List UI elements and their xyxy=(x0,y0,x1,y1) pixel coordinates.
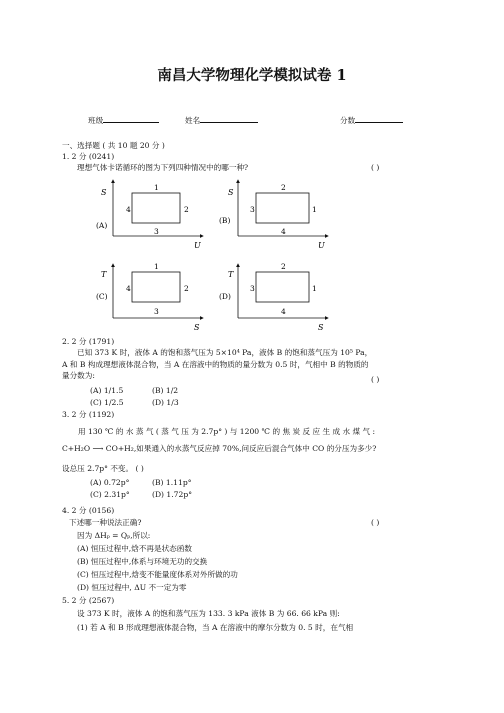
diagram-a-y-axis: S xyxy=(101,188,107,197)
diagram-b-edge-left: 3 xyxy=(250,205,255,214)
q2-option-b: (B) 1/2 xyxy=(152,386,179,395)
q2-option-d: (D) 1/3 xyxy=(152,398,179,407)
name-field xyxy=(185,114,258,126)
diagram-d-label: (D) xyxy=(219,292,231,301)
diagram-a-edge-right: 2 xyxy=(184,205,189,214)
diagram-d-edge-left: 3 xyxy=(250,284,255,293)
q4-answer-paren: ( ) xyxy=(371,518,380,527)
q3-option-a: (A) 0.72p° xyxy=(90,478,130,487)
q4-text: 下述哪一种说法正确? xyxy=(69,518,142,527)
q3-line2: C+H₂O ⟶ CO+H₂,如果通入的水蒸气反应掉 70%,问反应后混合气体中 CO 的分压为多少? xyxy=(62,444,377,453)
diagram-c-edge-top: 1 xyxy=(154,262,159,271)
q3-line3: 设总压 2.7p° 不变。 ( ) xyxy=(62,464,144,473)
name-label: 姓名 xyxy=(185,116,201,125)
diagram-c-x-axis: S xyxy=(194,323,200,332)
q2-line2: A 和 B 构成理想液体混合物，当 A 在溶液中的物质的量分数为 0.5 时，气相中 B 的物质的 xyxy=(62,360,369,369)
q1-diagrams xyxy=(88,176,348,336)
q3-option-d: (D) 1.72p° xyxy=(152,490,192,499)
diagram-d-edge-right: 1 xyxy=(312,284,317,293)
q5-line2: (1) 若 A 和 B 形成理想液体混合物，当 A 在溶液中的摩尔分数为 0. 5 时，在气相 xyxy=(77,623,354,632)
q2-answer-paren: ( ) xyxy=(371,375,380,384)
diagram-d-edge-bottom: 4 xyxy=(281,307,286,316)
diagram-c-y-axis: T xyxy=(101,270,107,279)
diagram-a-edge-bottom: 3 xyxy=(154,227,159,236)
q4-option-a: (A) 恒压过程中,焓不再是状态函数 xyxy=(77,544,192,553)
q4-option-d: (D) 恒压过程中, ΔU 不一定为零 xyxy=(77,583,187,592)
diagram-b-label: (B) xyxy=(219,216,231,225)
section-heading: 一、选择题 ( 共 10 题 20 分 ) xyxy=(62,141,165,150)
q2-heading: 2. 2 分 (1791) xyxy=(62,337,115,346)
diagram-c xyxy=(96,262,203,332)
class-field xyxy=(88,114,159,126)
q1-text: 理想气体卡诺循环的图为下列四种情况中的哪一种? xyxy=(77,163,249,172)
diagram-b-edge-right: 1 xyxy=(312,205,317,214)
score-field xyxy=(340,114,403,126)
diagram-c-edge-left: 4 xyxy=(126,284,131,293)
q1-answer-paren: ( ) xyxy=(371,163,380,172)
diagram-a-edge-top: 1 xyxy=(154,183,159,192)
score-blank xyxy=(355,114,403,123)
class-label: 班级 xyxy=(88,116,104,125)
q3-option-b: (B) 1.11p° xyxy=(152,478,192,487)
diagram-b-y-axis: S xyxy=(228,188,234,197)
page-title: 南昌大学物理化学模拟试卷 1 xyxy=(157,67,347,84)
q4-line2: 因为 ΔHₚ = Qₚ,所以: xyxy=(77,531,151,540)
q2-option-a: (A) 1/1.5 xyxy=(90,386,124,395)
diagram-d xyxy=(219,262,328,332)
diagram-c-edge-right: 2 xyxy=(184,284,189,293)
diagram-a-label: (A) xyxy=(96,221,108,230)
diagram-d-y-axis: T xyxy=(228,270,234,279)
q4-option-c: (C) 恒压过程中,焓变不能量度体系对外所做的功 xyxy=(77,570,238,579)
diagram-c-label: (C) xyxy=(96,292,108,301)
q2-line1: 已知 373 K 时，液体 A 的饱和蒸气压为 5×10⁴ Pa，液体 B 的饱和蒸气压为 10⁵ Pa， xyxy=(77,348,373,357)
q5-line1: 设 373 K 时，液体 A 的饱和蒸气压为 133. 3 kPa 液体 B 为 66. 66 kPa 则: xyxy=(77,609,340,618)
class-blank xyxy=(103,114,159,123)
diagram-b-edge-top: 2 xyxy=(281,183,286,192)
diagram-a-x-axis: U xyxy=(194,241,201,250)
diagram-a-edge-left: 4 xyxy=(126,205,131,214)
q3-option-c: (C) 2.31p° xyxy=(90,490,130,499)
q1-heading: 1. 2 分 (0241) xyxy=(62,152,115,161)
diagram-b xyxy=(219,180,328,250)
diagram-c-edge-bottom: 3 xyxy=(154,307,159,316)
q4-option-b: (B) 恒压过程中,体系与环境无功的交换 xyxy=(77,557,208,566)
q2-option-c: (C) 1/2.5 xyxy=(90,398,124,407)
q5-heading: 5. 2 分 (2567) xyxy=(62,596,115,605)
q2-line3: 量分数为: xyxy=(62,371,95,380)
name-blank xyxy=(200,114,258,123)
q4-heading: 4. 2 分 (0156) xyxy=(62,506,115,515)
diagram-d-x-axis: S xyxy=(318,323,324,332)
diagram-d-edge-top: 2 xyxy=(281,262,286,271)
score-label: 分数 xyxy=(340,116,356,125)
q3-line1: 用 130 ℃ 的 水 蒸 气 ( 蒸 气 压 为 2.7p° ) 与 1200 ℃ 的 焦 炭 反 应 生 成 水 煤 气 : xyxy=(78,427,376,436)
diagram-b-x-axis: U xyxy=(318,241,325,250)
q3-heading: 3. 2 分 (1192) xyxy=(62,410,115,419)
diagram-a xyxy=(96,180,203,250)
diagram-b-edge-bottom: 4 xyxy=(281,227,286,236)
